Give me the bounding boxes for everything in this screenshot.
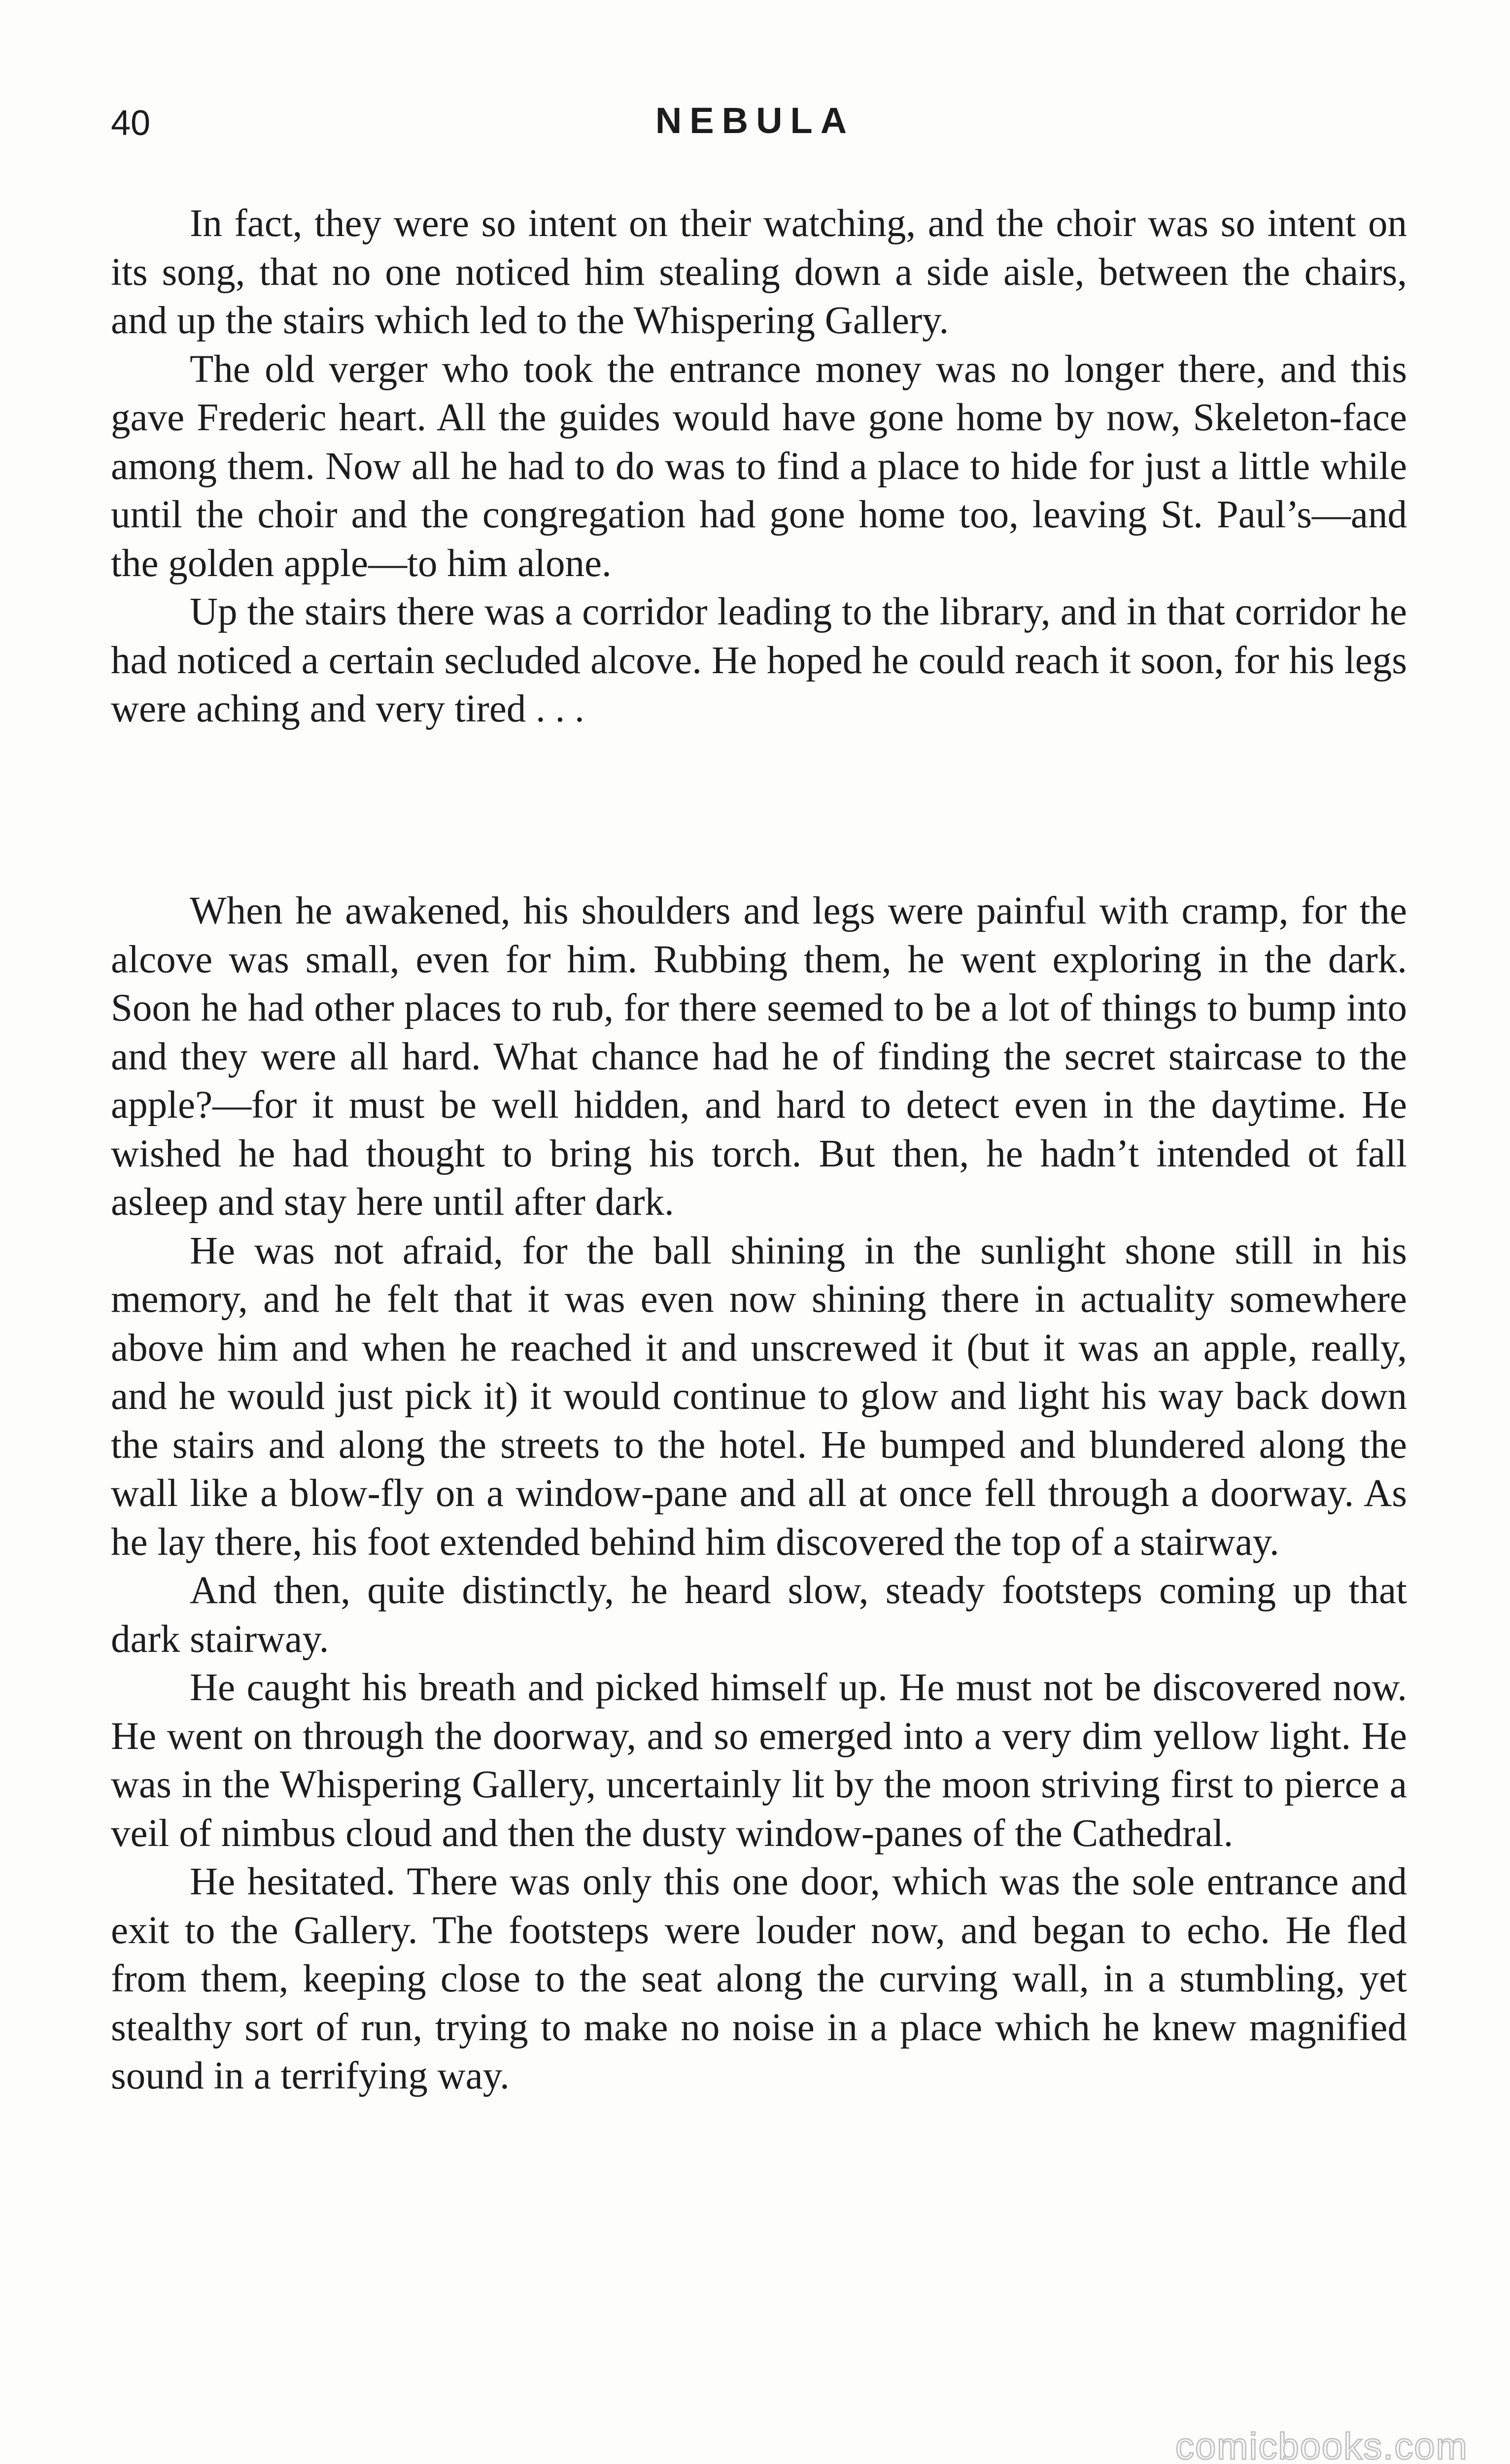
text-section-2 — [111, 887, 1407, 2101]
page-number: 40 — [111, 103, 151, 143]
paragraph: He was not afraid, for the ball shining in the sunlight shone still in his memory, and he felt that it was even now shining there in actuality somewhere above him and when he reached it and unscrewed it (but it was an apple, really, and he would just pick it) it would continue to glow and light his way back down the stairs and along the streets to the hotel. He bumped and blundered along the wall like a blow-fly on a window-pane and all at once fell through a doorway. As he lay there, his foot extended behind him discovered the top of a stairway. — [111, 1229, 1407, 1564]
text-section-1 — [111, 200, 1407, 734]
paragraph: He caught his breath and picked himself up. He must not be discovered now. He went on through the doorway, and so emerged into a very dim yellow light. He was in the Whispering Gallery, uncertainly lit by the moon striving first to pierce a veil of nimbus cloud and then the dusty window-panes of the Cathedral. — [111, 1666, 1407, 1855]
paragraph: And then, quite distinctly, he heard slow, steady footsteps coming up that dark stairway. — [111, 1569, 1407, 1661]
watermark: comicbooks.com — [1175, 2426, 1468, 2464]
paragraph: He hesitated. There was only this one door, which was the sole entrance and exit to the Gallery. The footsteps were louder now, and began to echo. He fled from them, keeping close to the seat along the curving wall, in a stumbling, yet stealthy sort of run, trying to make no noise in a place which he knew magnified sound in a terrifying way. — [111, 1860, 1407, 2097]
paragraph: The old verger who took the entrance money was no longer there, and this gave Frederic heart. All the guides would have gone home by now, Skeleton-face among them. Now all he had to do was to find a place to hide for just a little while until the choir and the congregation had gone home too, leaving St. Paul’s—and the golden apple—to him alone. — [111, 347, 1407, 585]
paragraph: Up the stairs there was a corridor leading to the library, and in that corridor he had noticed a certain secluded alcove. He hoped he could reach it soon, for his legs were aching and very tired . . . — [111, 590, 1407, 730]
paragraph: In fact, they were so intent on their watching, and the choir was so intent on its song, that no one noticed him stealing down a side aisle, between the chairs, and up the stairs which led to the Whispering Gallery. — [111, 202, 1407, 342]
paragraph: When he awakened, his shoulders and legs were painful with cramp, for the alcove was small, even for him. Rubbing them, he went exploring in the dark. Soon he had other places to rub, for there seemed to be a lot of things to bump into and they were all hard. What chance had he of finding the secret staircase to the apple?—for it must be well hidden, and hard to detect even in the daytime. He wished he had thought to bring his torch. But then, he hadn’t intended ot fall asleep and stay here until after dark. — [111, 890, 1407, 1224]
running-head: NEBULA — [655, 100, 855, 141]
